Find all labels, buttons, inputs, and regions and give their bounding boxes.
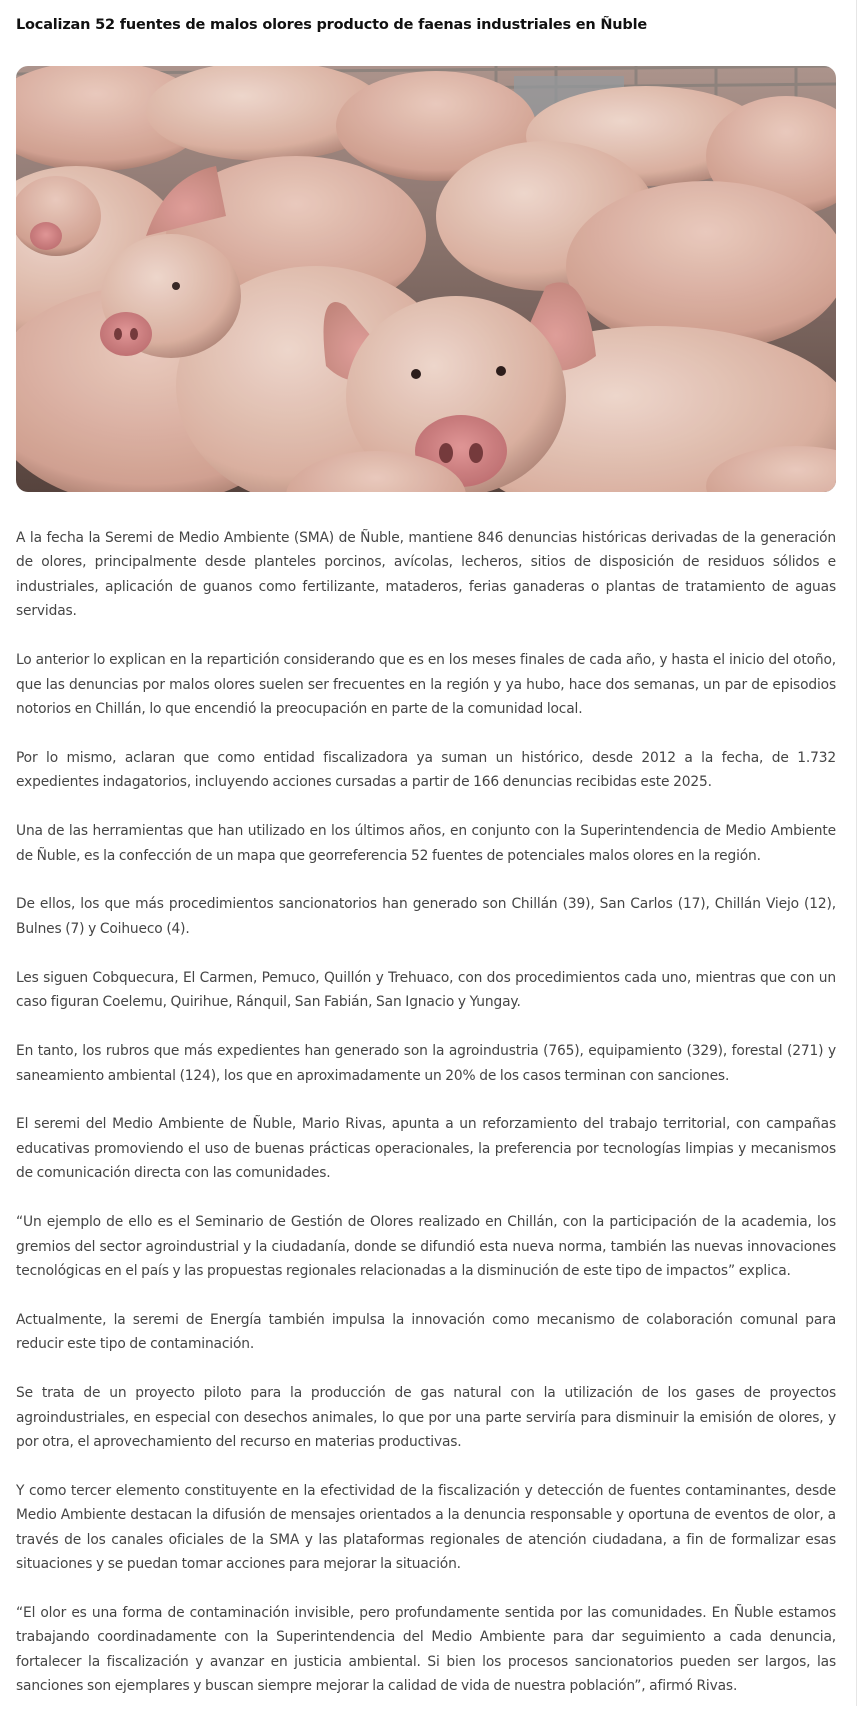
pigs-photo-icon — [16, 66, 836, 492]
article-paragraph: A la fecha la Seremi de Medio Ambiente (SMA) de Ñuble, mantiene 846 denuncias históricas derivadas de la generación de olores, principalmente desde planteles porcinos, avícolas, lecheros, sitios de disposición de residuos sólidos e industriales, aplicación de guanos como fertilizante, mataderos, ferias ganaderas o plantas de tratamiento de aguas servidas. — [16, 530, 836, 620]
article-paragraph: “Un ejemplo de ello es el Seminario de Gestión de Olores realizado en Chillán, con la participación de la academia, los gremios del sector agroindustrial y la ciudadanía, donde se difundió esta nueva norma, también las nuevas innovaciones tecnológicas en el país y las propuestas regionales relacionadas a la disminución de este tipo de impactos” explica. — [16, 1214, 836, 1279]
article-paragraph: Por lo mismo, aclaran que como entidad fiscalizadora ya suman un histórico, desde 2012 a la fecha, de 1.732 expedientes indagatorios, incluyendo acciones cursadas a partir de 166 denuncias recibidas este 2025. — [16, 749, 836, 791]
news-article — [16, 0, 836, 1695]
article-title: Localizan 52 fuentes de malos olores producto de faenas industriales en Ñuble — [16, 17, 647, 33]
article-hero-image — [16, 66, 836, 492]
article-paragraph: En tanto, los rubros que más expedientes han generado son la agroindustria (765), equipamiento (329), forestal (271) y saneamiento ambiental (124), los que en aproximadamente un 20% de los casos terminan con sanciones. — [16, 1043, 836, 1084]
article-paragraph: Les siguen Cobquecura, El Carmen, Pemuco, Quillón y Trehuaco, con dos procedimientos cada uno, mientras que con un caso figuran Coelemu, Quirihue, Ránquil, San Fabián, San Ignacio y Yungay. — [16, 969, 836, 1011]
article-paragraph: Una de las herramientas que han utilizado en los últimos años, en conjunto con la Superintendencia de Medio Ambiente de Ñuble, es la confección de un mapa que georreferencia 52 fuentes de potenciales malos olores en la región. — [16, 823, 836, 864]
article-paragraph: Actualmente, la seremi de Energía también impulsa la innovación como mecanismo de colaboración comunal para reducir este tipo de contaminación. — [16, 1311, 836, 1353]
article-paragraph: El seremi del Medio Ambiente de Ñuble, Mario Rivas, apunta a un reforzamiento del trabajo territorial, con campañas educativas promoviendo el uso de buenas prácticas operacionales, la preferencia por tecnologías limpias y mecanismos de comunicación directa con las comunidades. — [16, 1116, 836, 1182]
article-paragraph: Y como tercer elemento constituyente en la efectividad de la fiscalización y detección de fuentes contaminantes, desde Medio Ambiente destacan la difusión de mensajes orientados a la denuncia responsable y oportuna de eventos de olor, a través de los canales oficiales de la SMA y las plataformas regionales de atención ciudadana, a fin de formalizar esas situaciones y se puedan tomar acciones para mejorar la situación. — [16, 1482, 836, 1573]
article-paragraph: “El olor es una forma de contaminación invisible, pero profundamente sentida por las comunidades. En Ñuble estamos trabajando coordinadamente con la Superintendencia del Medio Ambiente para dar seguimiento a cada denuncia, fortalecer la fiscalización y avanzar en justicia ambiental. Si bien los procesos sancionatorios pueden ser largos, las sanciones son ejemplares y buscan siempre mejorar la calidad de vida de nuestra población”, afirmó Rivas. — [16, 1605, 836, 1695]
article-paragraph: Lo anterior lo explican en la repartición considerando que es en los meses finales de cada año, y hasta el inicio del otoño, que las denuncias por malos olores suelen ser frecuentes en la región y ya hubo, hace dos semanas, un par de episodios notorios en Chillán, lo que encendió la preocupación en parte de la comunidad local. — [16, 652, 836, 717]
article-paragraph: De ellos, los que más procedimientos sancionatorios han generado son Chillán (39), San Carlos (17), Chillán Viejo (12), Bulnes (7) y Coihueco (4). — [16, 896, 836, 937]
article-paragraph: Se trata de un proyecto piloto para la producción de gas natural con la utilización de los gases de proyectos agroindustriales, en especial con desechos animales, lo que por una parte serviría para disminuir la emisión de olores, y por otra, el aprovechamiento del recurso en materias productivas. — [16, 1385, 836, 1450]
article-body — [16, 526, 836, 1723]
